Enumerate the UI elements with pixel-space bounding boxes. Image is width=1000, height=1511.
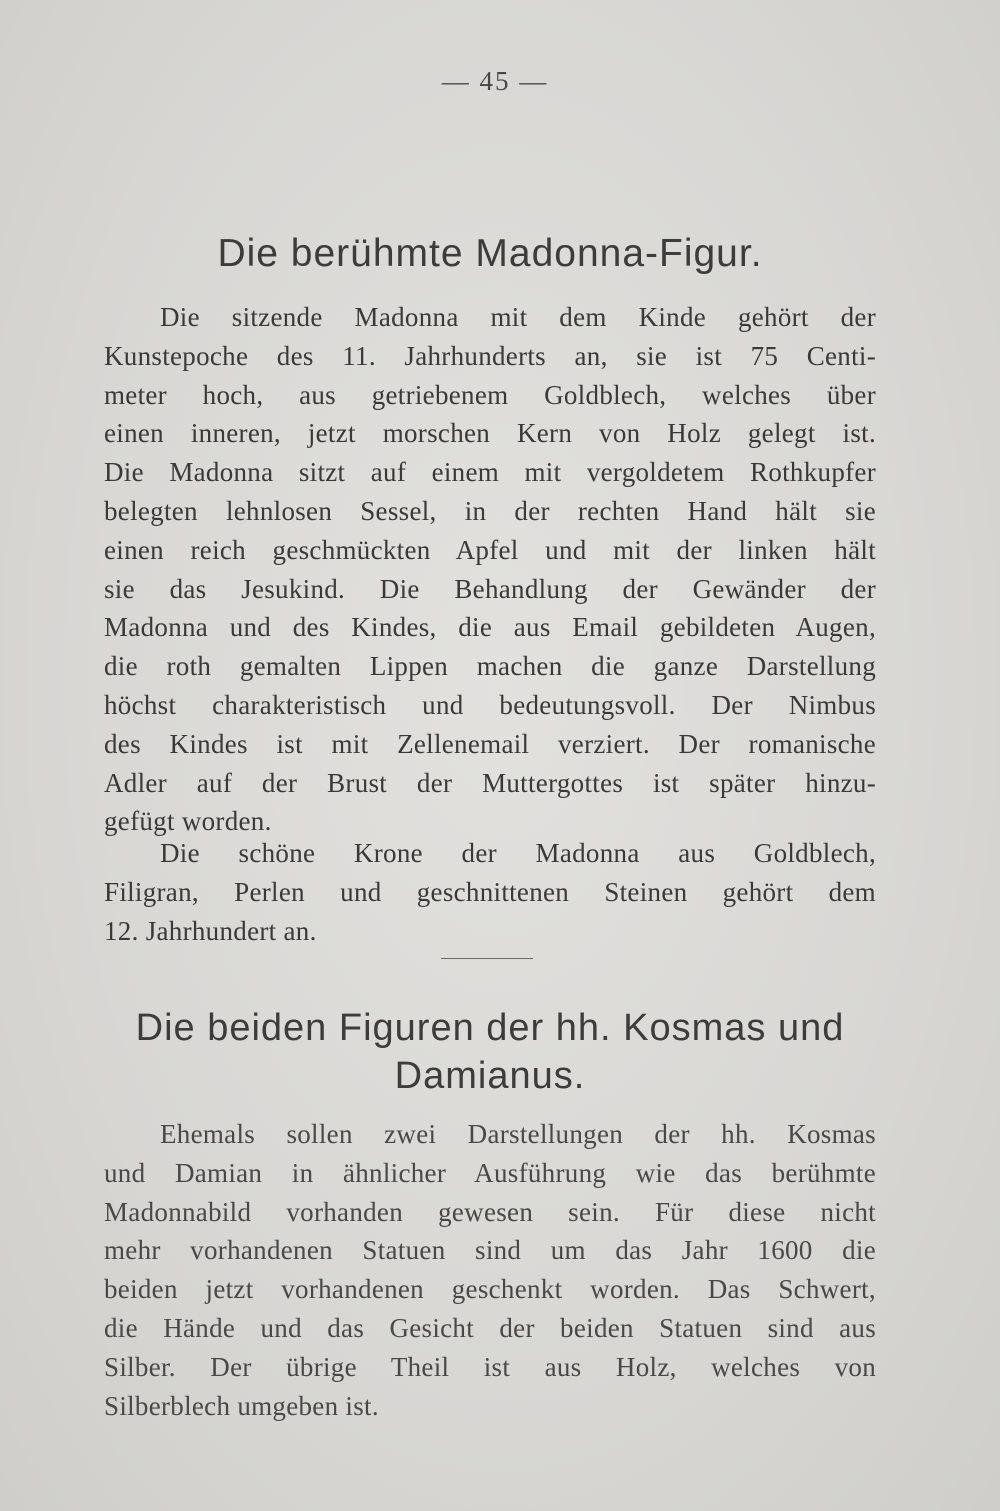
paragraph-madonna-description xyxy=(104,298,876,841)
text-line: sie das Jesukind. Die Behandlung der Gewänder der xyxy=(104,573,876,604)
text-line: mehr vorhandenen Statuen sind um das Jahr 1600 die xyxy=(104,1235,876,1266)
text-line: Die sitzende Madonna mit dem Kinde gehört der xyxy=(160,302,876,332)
section-divider xyxy=(441,958,533,959)
text-line: Die Madonna sitzt auf einem mit vergoldetem Rothkupfer xyxy=(104,457,876,488)
paragraph-kosmas-damianus xyxy=(104,1115,876,1425)
text-line: Ehemals sollen zwei Darstellungen der hh. Kosmas xyxy=(160,1119,876,1149)
text-line: die roth gemalten Lippen machen die ganze Darstellung xyxy=(104,651,876,682)
section-title-line-1: Die beiden Figuren der hh. Kosmas und xyxy=(135,1007,845,1049)
text-line: und Damian in ähnlicher Ausführung wie das berühmte xyxy=(104,1157,876,1188)
text-line: 12. Jahrhundert an. xyxy=(104,915,317,946)
section-title-kosmas-damianus xyxy=(95,1004,885,1100)
text-line: meter hoch, aus getriebenem Goldblech, welches über xyxy=(104,379,876,410)
text-line: Filigran, Perlen und geschnittenen Steinen gehört dem xyxy=(104,876,876,907)
section-title-madonna: Die berühmte Madonna-Figur. xyxy=(217,232,763,275)
text-line: Silber. Der übrige Theil ist aus Holz, welches von xyxy=(104,1351,876,1382)
text-line: gefügt worden. xyxy=(104,806,272,837)
text-line: Kunstepoche des 11. Jahrhunderts an, sie ist 75 Centi- xyxy=(104,340,876,371)
text-line: belegten lehnlosen Sessel, in der rechten Hand hält sie xyxy=(104,495,876,526)
text-line: Die schöne Krone der Madonna aus Goldblech, xyxy=(160,838,876,868)
text-line: Silberblech umgeben ist. xyxy=(104,1390,379,1421)
page-number: — 45 — xyxy=(441,66,549,96)
text-line: einen inneren, jetzt morschen Kern von Holz gelegt ist. xyxy=(104,418,876,449)
text-line: Madonnabild vorhanden gewesen sein. Für diese nicht xyxy=(104,1196,876,1227)
text-line: des Kindes ist mit Zellenemail verziert. Der romanische xyxy=(104,728,876,759)
text-line: höchst charakteristisch und bedeutungsvoll. Der Nimbus xyxy=(104,689,876,720)
text-line: beiden jetzt vorhandenen geschenkt worden. Das Schwert, xyxy=(104,1274,876,1305)
text-line: einen reich geschmückten Apfel und mit der linken hält xyxy=(104,534,876,565)
section-title-line-2: Damianus. xyxy=(394,1055,586,1097)
text-line: Madonna und des Kindes, die aus Email gebildeten Augen, xyxy=(104,612,876,643)
text-line: die Hände und das Gesicht der beiden Statuen sind aus xyxy=(104,1312,876,1343)
paragraph-madonna-crown xyxy=(104,834,876,950)
text-line: Adler auf der Brust der Muttergottes ist später hinzu- xyxy=(104,767,876,798)
